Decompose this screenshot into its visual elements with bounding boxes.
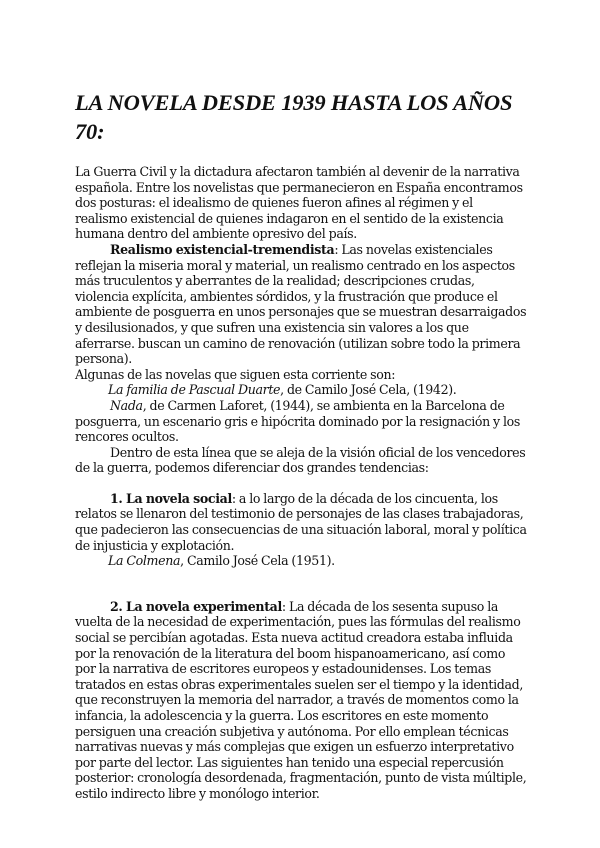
example-pascual-duarte [75, 382, 527, 398]
novela-experimental-heading: 2. La novela experimental [110, 598, 282, 614]
realismo-paragraph [75, 242, 527, 367]
document-title: LA NOVELA DESDE 1939 HASTA LOS AÑOS 70: [75, 90, 513, 144]
document-body [75, 164, 527, 802]
novela-social-heading: 1. La novela social [110, 490, 232, 506]
realismo-heading: Realismo existencial-tremendista [110, 241, 335, 257]
novela-experimental-paragraph [75, 599, 527, 802]
tendencias-paragraph: Dentro de esta línea que se aleja de la visión oficial de los vencedores de la guerra, podemos diferenciar dos grandes tendencias: [75, 444, 526, 476]
novela-social-text: : a lo largo de la década de los cincuenta, los relatos se llenaron del testimonio de personajes de las clases trabajadoras, que padecieron las consecuencias de una situación laboral, moral y política de injusticia y explotación. [75, 490, 527, 553]
novela-experimental-text: : La década de los sesenta supuso la vuelta de la necesidad de experimentación, pues las fórmulas del realismo social se percibían agotadas. Esta nueva actitud creadora estaba influida por la renovación de la literatura del boom hispanoamericano, así como por la narrativa de escritores europeos y estadounidenses. Los temas tratados en estas obras experimentales suelen ser el tiempo y la identidad, que reconstruyen la memoria del narrador, a través de momentos como la infancia, la adolescencia y la guerra. Los escritores en este momento persiguen una creación subjetiva y autónoma. Por ello emplean técnicas narrativas nuevas y más complejas que exigen un esfuerzo interpretativo por parte del lector. Las siguientes han tenido una especial repercusión posterior: cronología desordenada, fragmentación, punto de vista múltiple, estilo indirecto libre y monólogo interior. [75, 598, 527, 801]
example-nada-rest: , de Carmen Laforet, (1944), se ambienta en la Barcelona de posguerra, un escenario gris e hipócrita dominado por la resignación y los rencores ocultos. [75, 397, 520, 445]
realismo-text: : Las novelas existenciales reflejan la miseria moral y material, un realismo centrado en los aspectos más truculentos y aberrantes de la realidad; descripciones crudas, violencia explícita, ambientes sórdidos, y la frustración que produce el ambiente de posguerra en unos personajes que se muestran desarraigados y desilusionados, y que sufren una existencia sin valores a los que aferrarse. buscan un camino de renovación (utilizan sobre todo la primera persona). [75, 241, 527, 367]
example-la-colmena-rest: , Camilo José Cela (1951). [180, 553, 335, 569]
example-nada [75, 398, 527, 445]
example-pascual-duarte-rest: , de Camilo José Cela, (1942). [280, 382, 457, 398]
novela-social-paragraph [75, 491, 527, 553]
example-la-colmena-title: La Colmena [108, 553, 181, 569]
example-pascual-duarte-title: La familia de Pascual Duarte [108, 382, 281, 398]
intro-paragraph: La Guerra Civil y la dictadura afectaron también al devenir de la narrativa española. Entre los novelistas que permanecieron en España encontramos dos posturas: el idealismo de quienes fueron afines al régimen y el realismo existencial de quienes indagaron en el sentido de la existencia humana dentro del ambiente opresivo del país. [75, 164, 523, 242]
example-la-colmena [75, 553, 527, 569]
example-nada-title: Nada [110, 397, 143, 413]
novelas-intro: Algunas de las novelas que siguen esta corriente son: [75, 366, 396, 382]
